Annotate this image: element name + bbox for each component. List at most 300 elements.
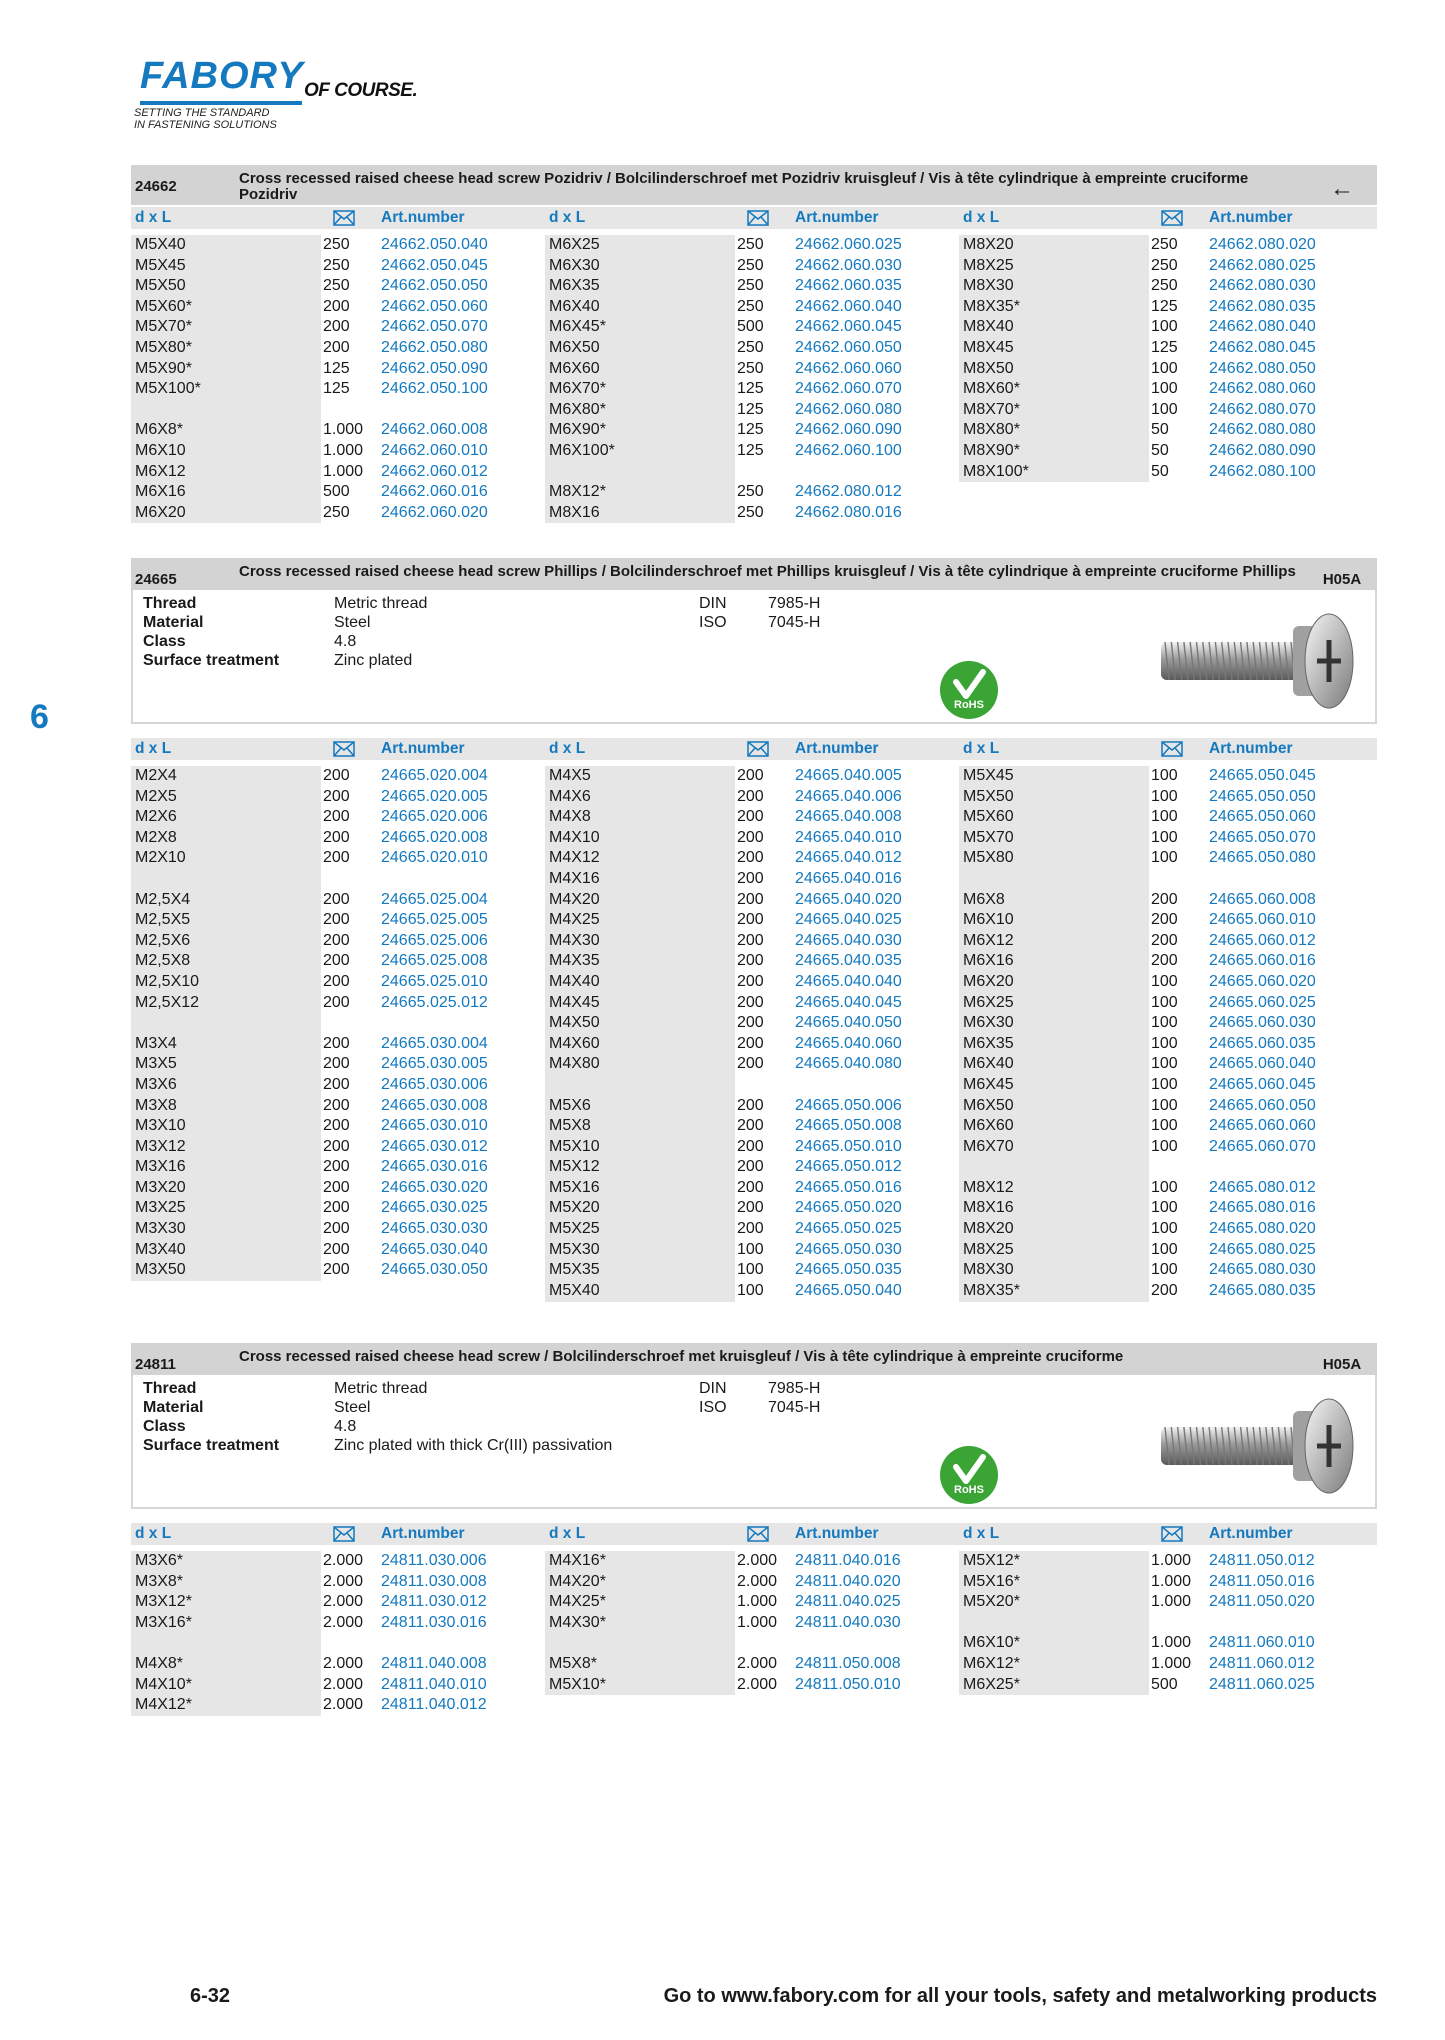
article-number-link[interactable]: 24665.080.035 — [1209, 1281, 1316, 1299]
table-row — [959, 1075, 1373, 1096]
quantity-cell: 200 — [737, 1117, 764, 1135]
standard-label: DIN — [699, 1380, 727, 1397]
article-number-link[interactable]: 24662.060.050 — [795, 338, 902, 356]
table-header-group — [545, 1523, 959, 1545]
quantity-cell: 250 — [737, 338, 764, 356]
article-number-link[interactable]: 24662.060.016 — [381, 483, 488, 501]
quantity-cell: 100 — [1151, 380, 1178, 398]
article-number-link[interactable]: 24665.060.060 — [1209, 1117, 1316, 1135]
article-number-link[interactable]: 24665.040.020 — [795, 890, 902, 908]
article-number-link[interactable]: 24811.030.012 — [381, 1593, 487, 1611]
article-number-link[interactable]: 24665.040.010 — [795, 828, 902, 846]
article-number-link[interactable]: 24662.050.080 — [381, 338, 488, 356]
article-number-link[interactable]: 24811.060.010 — [1209, 1634, 1315, 1652]
size-cell: M3X16 — [135, 1158, 186, 1176]
quantity-cell: 1.000 — [323, 441, 364, 459]
article-number-link[interactable]: 24665.030.016 — [381, 1158, 488, 1176]
size-cell: M4X8* — [135, 1654, 184, 1672]
article-number-link[interactable]: 24662.060.100 — [795, 441, 902, 459]
spec-value: Metric thread — [334, 595, 428, 612]
standard-label: ISO — [699, 614, 727, 631]
size-cell: M8X16 — [549, 503, 600, 521]
article-number-link[interactable]: 24665.040.005 — [795, 767, 902, 784]
quantity-cell: 200 — [323, 1055, 350, 1073]
article-number-link[interactable]: 24665.060.040 — [1209, 1055, 1316, 1073]
table-row — [131, 1551, 545, 1572]
table-header — [131, 207, 1377, 231]
article-number-link[interactable]: 24811.050.012 — [1209, 1552, 1315, 1569]
quantity-cell: 200 — [323, 931, 350, 949]
size-cell: M2X4 — [135, 767, 177, 784]
article-number-link[interactable]: 24662.080.080 — [1209, 421, 1316, 439]
quantity-cell: 200 — [1151, 1281, 1178, 1299]
quantity-cell: 200 — [737, 1137, 764, 1155]
table-spacer-row — [959, 869, 1373, 890]
size-cell: M4X30* — [549, 1613, 606, 1631]
article-number-link[interactable]: 24665.050.070 — [1209, 828, 1316, 846]
article-number-link[interactable]: 24662.060.045 — [795, 318, 902, 336]
quantity-cell: 250 — [1151, 256, 1178, 274]
article-number-link[interactable]: 24665.050.012 — [795, 1158, 902, 1176]
table-row — [545, 910, 959, 931]
size-cell: M6X10* — [963, 1634, 1020, 1652]
quantity-cell: 200 — [323, 972, 350, 990]
size-cell: M4X25 — [549, 911, 600, 929]
article-number-link[interactable]: 24811.030.006 — [381, 1552, 487, 1569]
article-number-link[interactable]: 24811.060.025 — [1209, 1675, 1315, 1693]
article-number-link[interactable]: 24662.050.090 — [381, 359, 488, 377]
article-number-link[interactable]: 24811.040.020 — [795, 1572, 901, 1590]
size-cell: M2,5X10 — [135, 972, 200, 990]
quantity-cell: 200 — [737, 1034, 764, 1052]
table-header-group — [545, 738, 959, 760]
table-row — [545, 1116, 959, 1137]
spec-label: Class — [143, 1418, 186, 1435]
product-code: 24662 — [135, 178, 177, 195]
article-number-link[interactable]: 24662.080.040 — [1209, 318, 1316, 336]
size-cell: M2,5X8 — [135, 952, 191, 970]
size-cell: M5X8* — [549, 1654, 598, 1672]
article-number-link[interactable]: 24662.060.020 — [381, 503, 488, 521]
article-number-link[interactable]: 24662.080.100 — [1209, 462, 1316, 480]
article-number-link[interactable]: 24662.050.040 — [381, 236, 488, 253]
article-number-link[interactable]: 24665.030.040 — [381, 1240, 488, 1258]
article-number-link[interactable]: 24811.050.016 — [1209, 1572, 1315, 1590]
article-number-link[interactable]: 24665.030.006 — [381, 1075, 488, 1093]
article-number-link[interactable]: 24665.030.030 — [381, 1220, 488, 1238]
article-number-link[interactable]: 24662.060.025 — [795, 236, 902, 253]
quantity-cell: 200 — [323, 1137, 350, 1155]
size-cell: M4X12 — [549, 849, 600, 867]
article-number-link[interactable]: 24665.040.045 — [795, 993, 902, 1011]
article-number-link[interactable]: 24665.060.010 — [1209, 911, 1316, 929]
article-number-link[interactable]: 24662.060.040 — [795, 297, 902, 315]
quantity-cell: 125 — [1151, 338, 1178, 356]
article-number-link[interactable]: 24665.030.005 — [381, 1055, 488, 1073]
article-number-link[interactable]: 24665.040.030 — [795, 931, 902, 949]
quantity-cell: 200 — [323, 1261, 350, 1279]
article-number-link[interactable]: 24662.050.060 — [381, 297, 488, 315]
article-number-link[interactable]: 24662.080.012 — [795, 483, 902, 501]
article-number-link[interactable]: 24665.025.010 — [381, 972, 488, 990]
product-info-box — [131, 1375, 1377, 1509]
size-cell: M5X12 — [549, 1158, 600, 1176]
article-number-link[interactable]: 24665.040.050 — [795, 1014, 902, 1032]
back-arrow-icon[interactable]: ← — [1330, 175, 1354, 202]
table-row — [131, 1613, 545, 1634]
chapter-tab-number: 6 — [30, 698, 49, 736]
article-number-link[interactable]: 24665.025.006 — [381, 931, 488, 949]
table-row — [959, 1551, 1373, 1572]
size-cell — [959, 869, 1149, 890]
column-header-art-number: Art.number — [795, 740, 879, 757]
article-number-link[interactable]: 24665.050.060 — [1209, 808, 1316, 826]
article-number-link[interactable]: 24662.050.070 — [381, 318, 488, 336]
size-cell: M6X30 — [549, 256, 600, 274]
article-number-link[interactable]: 24665.025.004 — [381, 890, 488, 908]
size-cell: M6X8 — [963, 890, 1005, 908]
article-number-link[interactable]: 24665.030.008 — [381, 1096, 488, 1114]
quantity-cell: 200 — [323, 1240, 350, 1258]
article-number-link[interactable]: 24811.040.016 — [795, 1552, 901, 1569]
quantity-cell: 100 — [1151, 1240, 1178, 1258]
table-row — [545, 828, 959, 849]
article-number-link[interactable]: 24665.050.010 — [795, 1137, 902, 1155]
article-number-link[interactable]: 24665.060.025 — [1209, 993, 1316, 1011]
size-cell: M2X8 — [135, 828, 177, 846]
quantity-cell: 250 — [737, 359, 764, 377]
size-cell: M4X80 — [549, 1055, 600, 1073]
article-number-link[interactable]: 24665.060.035 — [1209, 1034, 1316, 1052]
article-number-link[interactable]: 24665.050.030 — [795, 1240, 902, 1258]
table-row — [131, 787, 545, 808]
article-number-link[interactable]: 24662.080.090 — [1209, 441, 1316, 459]
article-number-link[interactable]: 24662.080.025 — [1209, 256, 1316, 274]
table-row — [959, 276, 1373, 297]
article-number-link[interactable]: 24662.080.030 — [1209, 277, 1316, 295]
spec-value: Steel — [334, 1399, 371, 1416]
article-number-link[interactable]: 24811.030.016 — [381, 1613, 487, 1631]
article-number-link[interactable]: 24811.060.012 — [1209, 1654, 1315, 1672]
size-cell: M5X16* — [963, 1572, 1020, 1590]
logo-underline — [140, 101, 302, 105]
article-number-link[interactable]: 24665.080.016 — [1209, 1199, 1316, 1217]
table-row — [545, 400, 959, 421]
size-cell: M6X20 — [135, 503, 186, 521]
envelope-icon — [321, 210, 381, 226]
article-number-link[interactable]: 24665.060.030 — [1209, 1014, 1316, 1032]
quantity-cell: 200 — [323, 952, 350, 970]
table-row — [131, 1034, 545, 1055]
article-number-link[interactable]: 24662.060.060 — [795, 359, 902, 377]
article-number-link[interactable]: 24665.040.016 — [795, 869, 902, 887]
article-number-link[interactable]: 24662.080.060 — [1209, 380, 1316, 398]
product-section-24662 — [131, 165, 1377, 523]
article-number-link[interactable]: 24811.050.008 — [795, 1654, 901, 1672]
table-row — [545, 890, 959, 911]
article-number-link[interactable]: 24811.050.020 — [1209, 1593, 1315, 1611]
size-cell: M3X12 — [135, 1137, 186, 1155]
envelope-icon — [1149, 741, 1209, 757]
article-number-link[interactable]: 24662.080.035 — [1209, 297, 1316, 315]
size-cell: M5X16 — [549, 1178, 600, 1196]
size-cell: M6X60 — [549, 359, 600, 377]
article-number-link[interactable]: 24665.050.025 — [795, 1220, 902, 1238]
table-row — [131, 931, 545, 952]
table-row — [131, 766, 545, 787]
quantity-cell: 200 — [323, 849, 350, 867]
table-header-group — [959, 207, 1373, 229]
quantity-cell: 50 — [1151, 441, 1169, 459]
size-cell: M5X6 — [549, 1096, 591, 1114]
size-cell: M4X10* — [135, 1675, 192, 1693]
table-row — [545, 379, 959, 400]
article-number-link[interactable]: 24665.050.040 — [795, 1281, 902, 1299]
article-number-link[interactable]: 24665.050.006 — [795, 1096, 902, 1114]
size-cell: M6X35 — [963, 1034, 1014, 1052]
quantity-cell: 250 — [1151, 236, 1178, 253]
quantity-cell: 125 — [737, 380, 764, 398]
quantity-cell: 250 — [323, 256, 350, 274]
table-row — [545, 1219, 959, 1240]
column-header-dxl: d x L — [963, 209, 1000, 226]
quantity-cell: 250 — [323, 236, 350, 253]
article-number-link[interactable]: 24665.020.004 — [381, 767, 488, 784]
article-number-link[interactable]: 24662.060.012 — [381, 462, 488, 480]
article-number-link[interactable]: 24811.040.008 — [381, 1654, 487, 1672]
article-number-link[interactable]: 24662.050.100 — [381, 380, 488, 398]
size-cell: M2,5X4 — [135, 890, 191, 908]
size-cell: M5X70 — [963, 828, 1014, 846]
article-number-link[interactable]: 24665.060.012 — [1209, 931, 1316, 949]
article-number-link[interactable]: 24665.030.050 — [381, 1261, 488, 1279]
article-number-link[interactable]: 24665.050.008 — [795, 1117, 902, 1135]
article-number-link[interactable]: 24665.040.035 — [795, 952, 902, 970]
article-number-link[interactable]: 24665.025.012 — [381, 993, 488, 1011]
size-cell: M8X12* — [549, 483, 606, 501]
size-cell: M4X16* — [549, 1552, 606, 1569]
article-number-link[interactable]: 24665.050.020 — [795, 1199, 902, 1217]
table-row — [545, 869, 959, 890]
quantity-cell — [1149, 1613, 1209, 1634]
article-number-link[interactable]: 24662.080.020 — [1209, 236, 1316, 253]
article-number-link[interactable]: 24665.080.020 — [1209, 1220, 1316, 1238]
table-column — [131, 766, 545, 1301]
table-row — [131, 1675, 545, 1696]
size-cell: M3X20 — [135, 1178, 186, 1196]
quantity-cell: 2.000 — [323, 1613, 364, 1631]
table-row — [545, 235, 959, 256]
article-number-link[interactable]: 24665.060.020 — [1209, 972, 1316, 990]
article-number-link[interactable]: 24665.080.030 — [1209, 1261, 1316, 1279]
article-number-link[interactable]: 24665.080.025 — [1209, 1240, 1316, 1258]
table-spacer-row — [545, 462, 959, 483]
table-row — [959, 1198, 1373, 1219]
article-number-link[interactable]: 24665.040.040 — [795, 972, 902, 990]
quantity-cell — [321, 1013, 381, 1034]
article-number-link[interactable]: 24662.060.090 — [795, 421, 902, 439]
article-number-link[interactable]: 24662.060.030 — [795, 256, 902, 274]
article-number-link[interactable]: 24665.030.012 — [381, 1137, 488, 1155]
spec-value: Steel — [334, 614, 371, 631]
quantity-cell — [321, 869, 381, 890]
article-number-link[interactable]: 24665.025.008 — [381, 952, 488, 970]
rohs-icon — [939, 660, 999, 720]
size-cell: M8X90* — [963, 441, 1020, 459]
article-number-link[interactable]: 24662.080.045 — [1209, 338, 1316, 356]
article-number-link[interactable]: 24665.050.045 — [1209, 767, 1316, 784]
article-number-link[interactable]: 24665.030.010 — [381, 1117, 488, 1135]
size-cell: M5X12* — [963, 1552, 1020, 1569]
article-number-link[interactable]: 24662.060.008 — [381, 421, 488, 439]
quantity-cell: 200 — [737, 1178, 764, 1196]
spec-value: Zinc plated — [334, 652, 413, 669]
product-code: 24665 — [135, 571, 177, 588]
table-row — [545, 276, 959, 297]
article-number-link[interactable]: 24665.060.016 — [1209, 952, 1316, 970]
table-spacer-row — [131, 869, 545, 890]
quantity-cell: 50 — [1151, 421, 1169, 439]
size-cell — [545, 1633, 735, 1654]
table-row — [545, 1157, 959, 1178]
size-cell — [131, 1633, 321, 1654]
spec-value: Zinc plated with thick Cr(III) passivation — [334, 1437, 613, 1454]
article-number-link[interactable]: 24665.040.006 — [795, 787, 902, 805]
size-cell: M5X70* — [135, 318, 192, 336]
size-cell: M4X12* — [135, 1696, 192, 1714]
spec-label: Class — [143, 633, 186, 650]
article-number-link[interactable]: 24662.060.080 — [795, 400, 902, 418]
quantity-cell: 125 — [1151, 297, 1178, 315]
size-cell: M8X60* — [963, 380, 1020, 398]
article-number-link[interactable]: 24662.060.070 — [795, 380, 902, 398]
article-number-link[interactable]: 24662.060.010 — [381, 441, 488, 459]
article-number-link[interactable]: 24665.020.006 — [381, 808, 488, 826]
size-cell: M5X40 — [549, 1281, 600, 1299]
quantity-cell: 500 — [1151, 1675, 1178, 1693]
quantity-cell: 200 — [323, 1199, 350, 1217]
cheese-head-screw-image — [1157, 1391, 1357, 1501]
table-row — [131, 1592, 545, 1613]
article-number-link[interactable]: 24662.080.070 — [1209, 400, 1316, 418]
quantity-cell: 100 — [1151, 767, 1178, 784]
article-number-link[interactable]: 24665.040.025 — [795, 911, 902, 929]
article-number-link[interactable]: 24662.060.035 — [795, 277, 902, 295]
size-cell: M6X25 — [963, 993, 1014, 1011]
size-cell: M6X16 — [963, 952, 1014, 970]
article-number-link[interactable]: 24662.050.045 — [381, 256, 488, 274]
article-number-link[interactable]: 24665.025.005 — [381, 911, 488, 929]
column-header-art-number: Art.number — [381, 209, 465, 226]
article-number-link[interactable]: 24665.050.050 — [1209, 787, 1316, 805]
quantity-cell: 500 — [737, 318, 764, 336]
table-row — [959, 807, 1373, 828]
size-cell: M4X8 — [549, 808, 591, 826]
table-row — [131, 482, 545, 503]
article-number-link[interactable]: 24665.050.080 — [1209, 849, 1316, 867]
article-number-link[interactable]: 24665.060.050 — [1209, 1096, 1316, 1114]
size-cell: M8X12 — [963, 1178, 1014, 1196]
size-cell: M4X20* — [549, 1572, 606, 1590]
spec-label: Surface treatment — [143, 1437, 280, 1454]
article-number-link[interactable]: 24665.030.020 — [381, 1178, 488, 1196]
quantity-cell: 1.000 — [737, 1613, 778, 1631]
column-header-art-number: Art.number — [795, 1525, 879, 1542]
size-cell: M4X20 — [549, 890, 600, 908]
quantity-cell: 100 — [1151, 1014, 1178, 1032]
quantity-cell: 200 — [737, 828, 764, 846]
quantity-cell — [1149, 1157, 1209, 1178]
size-cell: M5X50 — [963, 787, 1014, 805]
article-number-link[interactable]: 24665.030.004 — [381, 1034, 488, 1052]
table-header-group — [959, 1523, 1373, 1545]
article-number-link[interactable]: 24665.030.025 — [381, 1199, 488, 1217]
spec-value: 4.8 — [334, 1418, 357, 1435]
article-number-link[interactable]: 24811.050.010 — [795, 1675, 901, 1693]
article-number-link[interactable]: 24665.020.010 — [381, 849, 488, 867]
table-row — [959, 890, 1373, 911]
table-row — [131, 1695, 545, 1716]
article-number-link[interactable]: 24811.030.008 — [381, 1572, 487, 1590]
quantity-cell: 200 — [737, 1096, 764, 1114]
quantity-cell: 200 — [737, 1220, 764, 1238]
size-cell: M8X30 — [963, 277, 1014, 295]
article-number-link[interactable]: 24811.040.010 — [381, 1675, 487, 1693]
article-number-link[interactable]: 24665.040.012 — [795, 849, 902, 867]
quantity-cell: 100 — [1151, 1096, 1178, 1114]
article-number-link[interactable]: 24665.040.080 — [795, 1055, 902, 1073]
table-row — [959, 1054, 1373, 1075]
article-number-link[interactable]: 24662.080.050 — [1209, 359, 1316, 377]
table-row — [545, 1096, 959, 1117]
table-row — [959, 297, 1373, 318]
article-number-link[interactable]: 24662.080.016 — [795, 503, 902, 521]
quantity-cell: 200 — [737, 767, 764, 784]
article-number-link[interactable]: 24665.060.008 — [1209, 890, 1316, 908]
table-row — [131, 807, 545, 828]
product-category-code: H05A — [1322, 1356, 1362, 1373]
article-number-link[interactable]: 24665.020.008 — [381, 828, 488, 846]
article-number-link[interactable]: 24665.060.070 — [1209, 1137, 1316, 1155]
table-header-group — [131, 207, 545, 229]
spec-value: 4.8 — [334, 633, 357, 650]
article-number-link[interactable]: 24665.060.045 — [1209, 1075, 1316, 1093]
article-number-link[interactable]: 24811.040.025 — [795, 1593, 901, 1611]
rohs-label: RoHS — [954, 1484, 984, 1496]
article-number-link[interactable]: 24665.040.008 — [795, 808, 902, 826]
table-row — [959, 972, 1373, 993]
table-row — [131, 1054, 545, 1075]
table-body — [131, 766, 1377, 1301]
size-cell: M4X5 — [549, 767, 591, 784]
size-cell: M6X10 — [963, 911, 1014, 929]
quantity-cell: 100 — [1151, 1117, 1178, 1135]
size-cell: M8X40 — [963, 318, 1014, 336]
article-number-link[interactable]: 24811.040.030 — [795, 1613, 901, 1631]
article-number-link[interactable]: 24665.040.060 — [795, 1034, 902, 1052]
quantity-cell: 200 — [737, 808, 764, 826]
article-number-link[interactable]: 24665.020.005 — [381, 787, 488, 805]
article-number-link[interactable]: 24665.050.035 — [795, 1261, 902, 1279]
quantity-cell: 100 — [1151, 787, 1178, 805]
table-row — [959, 235, 1373, 256]
page-number: 6-32 — [190, 1985, 231, 2007]
table-spacer-row — [545, 1633, 959, 1654]
article-number-link[interactable]: 24665.080.012 — [1209, 1178, 1316, 1196]
article-number-link[interactable]: 24662.050.050 — [381, 277, 488, 295]
article-number-link[interactable]: 24665.050.016 — [795, 1178, 902, 1196]
article-number-link[interactable]: 24811.040.012 — [381, 1696, 487, 1714]
